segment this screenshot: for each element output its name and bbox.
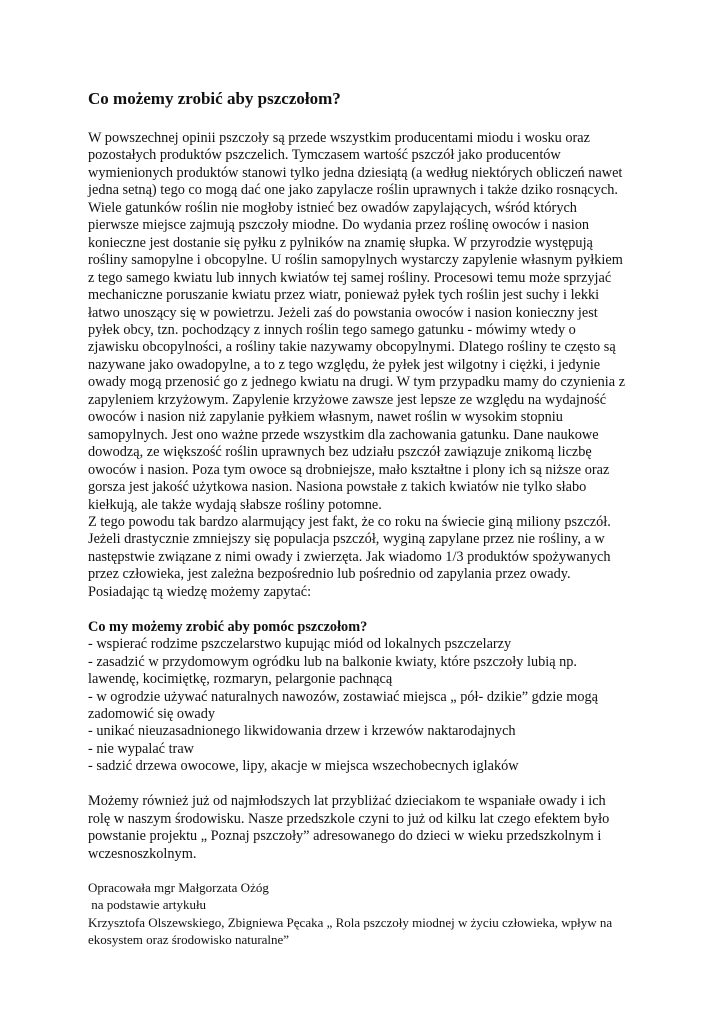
text-line: powstanie projektu „ Poznaj pszczoły” adresowanego do dzieci w wieku przedszkolnym i bbox=[88, 828, 602, 845]
list-item: - wspierać rodzime pszczelarstwo kupując miód od lokalnych pszczelarzy bbox=[88, 636, 512, 653]
document-title: Co możemy zrobić aby pszczołom? bbox=[88, 89, 341, 108]
text-line: kiełkują, ale także wydają słabsze rośliny potomne. bbox=[88, 496, 382, 513]
text-line: Jeżeli drastycznie zmniejszy się populacja pszczół, wyginą zapylane przez nie rośliny, a w bbox=[88, 531, 605, 548]
text-line: Z tego powodu tak bardzo alarmujący jest fakt, że co roku na świecie giną miliony pszczół. bbox=[88, 513, 611, 530]
list-item: - nie wypalać traw bbox=[88, 740, 194, 757]
credit-line: ekosystem oraz środowisko naturalne” bbox=[88, 931, 290, 947]
author-credits bbox=[88, 879, 648, 948]
paragraph-kindergarten bbox=[88, 793, 648, 863]
list-item: - zasadzić w przydomowym ogródku lub na balkonie kwiaty, które pszczoły lubią np. bbox=[88, 653, 578, 670]
list-item: lawendę, kocimiętkę, rozmaryn, pelargonie pachnącą bbox=[88, 671, 393, 688]
credit-line: Opracowała mgr Małgorzata Ożóg bbox=[88, 880, 269, 896]
text-line: konieczne jest dostanie się pyłku z pylników na znamię słupka. W przyrodzie występują bbox=[88, 234, 593, 251]
text-line: z tego samego kwiatu lub innych kwiatów tej samej rośliny. Procesowi temu może sprzyjać bbox=[88, 269, 612, 286]
text-line: przez człowieka, jest zależna bezpośrednio lub pośrednio od zapylania przez owady. bbox=[88, 566, 571, 583]
text-line: Możemy również już od najmłodszych lat przybliżać dzieciakom te wspaniałe owady i ich bbox=[88, 793, 606, 810]
text-line: wczesnoszkolnym. bbox=[88, 845, 197, 862]
text-line: Wiele gatunków roślin nie mogłoby istnieć bez owadów zapylających, wśród których bbox=[88, 199, 577, 216]
list-item: - w ogrodzie używać naturalnych nawozów, zostawiać miejsca „ pół- dzikie” gdzie mogą bbox=[88, 688, 598, 705]
text-line: zapyleniem krzyżowym. Zapylenie krzyżowe zawsze jest lepsze ze względu na wydajność bbox=[88, 391, 607, 408]
text-line: Posiadając tą wiedzę możemy zapytać: bbox=[88, 583, 312, 600]
text-line: pierwsze miejsce zajmują pszczoły miodne. Do wydania przez roślinę owoców i nasion bbox=[88, 217, 590, 234]
paragraph-bee-decline bbox=[88, 514, 648, 601]
text-line: gorsza jest jakość użytkowa nasion. Nasiona powstałe z takich kwiatów nie tylko słabo bbox=[88, 479, 587, 496]
text-line: pyłek obcy, tzn. pochodzący z innych roślin tego samego gatunku - mówimy wtedy o bbox=[88, 321, 576, 338]
text-line: owoców i nasion niż zapylanie pyłkiem własnym, nawet roślin w wysokim stopniu bbox=[88, 409, 563, 426]
text-line: mechaniczne poruszanie kwiatu przez wiatr, ponieważ pyłek tych roślin jest suchy i lekki bbox=[88, 287, 600, 304]
document-page bbox=[88, 88, 648, 948]
list-item: zadomowić się owady bbox=[88, 706, 216, 722]
text-line: pozostałych produktów pszczelich. Tymczasem wartość pszczół jako producentów bbox=[88, 147, 561, 164]
section-subheading: Co my możemy zrobić aby pomóc pszczołom? bbox=[88, 618, 368, 635]
text-line: owoców i nasion. Poza tym owoce są drobniejsze, mało kształtne i plony ich są niższe oraz bbox=[88, 461, 610, 478]
credit-line: Krzysztofa Olszewskiego, Zbigniewa Pęcaka „ Rola pszczoły miodnej w życiu człowieka, wpływ na bbox=[88, 914, 613, 930]
text-line: jedna setną) tego co mogą dać one jako zapylacze roślin uprawnych i także dziko rosnących. bbox=[88, 182, 618, 199]
text-line: nazywane jako owadopylne, a to z tego względu, że pyłek jest wilgotny i ciężki, i jedynie bbox=[88, 356, 601, 373]
paragraph-pollination bbox=[88, 130, 648, 514]
list-item: - unikać nieuzasadnionego likwidowania drzew i krzewów naktarodajnych bbox=[88, 723, 516, 740]
text-line: owady mogą przenosić go z jednego kwiatu na drugi. W tym przypadku mamy do czynienia z bbox=[88, 374, 626, 391]
text-line: wymienionych produktów stanowi tylko jedna dziesiątą (a według niektórych obliczeń nawet bbox=[88, 164, 623, 181]
text-line: dowodzą, ze większość roślin uprawnych bez udziału pszczół zawiązuje znikomą liczbę bbox=[88, 444, 592, 461]
text-line: następstwie związane z nimi owady i zwierzęta. Jak wiadomo 1/3 produktów spożywanych bbox=[88, 548, 611, 565]
text-line: rolę w naszym środowisku. Nasze przedszkole czyni to już od kilku lat czego efektem było bbox=[88, 810, 610, 827]
text-line: samopylnych. Jest ono ważne przede wszystkim dla zachowania gatunku. Dane naukowe bbox=[88, 426, 599, 443]
text-line: zjawisku obcopylności, a rośliny takie nazywamy obcopylnymi. Dlatego rośliny te często są bbox=[88, 339, 616, 356]
text-line: W powszechnej opinii pszczoły są przede wszystkim producentami miodu i wosku oraz bbox=[88, 130, 590, 146]
text-line: rośliny samopylne i obcopylne. U roślin samopylnych wystarczy zapylenie własnym pyłkiem bbox=[88, 252, 623, 269]
spacer bbox=[88, 776, 648, 794]
list-item: - sadzić drzewa owocowe, lipy, akacje w miejsca wszechobecnych iglaków bbox=[88, 758, 519, 775]
text-line: łatwo unoszący się w powietrzu. Jeżeli zaś do powstania owoców i nasion konieczny jest bbox=[88, 304, 598, 321]
action-list bbox=[88, 636, 648, 776]
credit-line: na podstawie artykułu bbox=[88, 897, 207, 913]
spacer bbox=[88, 601, 648, 619]
